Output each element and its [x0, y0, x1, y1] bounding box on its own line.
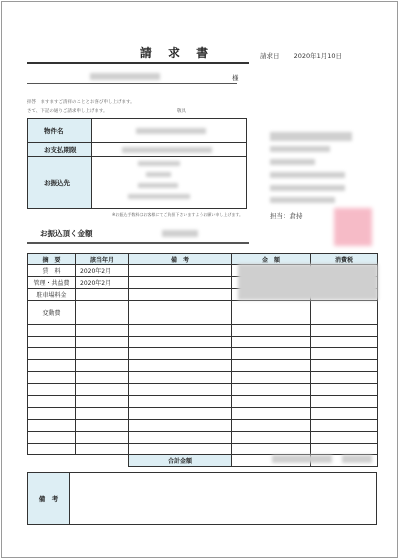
- company-seal: [334, 208, 372, 246]
- table-row: [28, 336, 378, 348]
- sum-amount-redacted: [272, 455, 332, 463]
- table-row: [28, 419, 378, 431]
- issuer-name-redacted: [270, 132, 352, 141]
- sum-tax-redacted: [342, 455, 372, 463]
- total-amount-label: お振込頂く金額: [40, 229, 93, 238]
- row-period: 2020年2月: [76, 265, 129, 277]
- due-date-row: [28, 143, 246, 157]
- property-name-redacted: [136, 128, 206, 134]
- greeting-closing: 敬具: [177, 109, 186, 114]
- total-underline: [27, 242, 249, 244]
- bank-label: お振込先: [28, 157, 92, 208]
- recipient-name-redacted: [90, 73, 160, 80]
- row-remarks: [129, 288, 232, 300]
- remarks-box: [27, 472, 377, 525]
- row-item: 駐車場料金: [28, 288, 76, 300]
- header-amount: 金 額: [232, 254, 311, 265]
- invoice-date: [260, 51, 354, 60]
- title-underline: [27, 62, 249, 64]
- sum-label: 合計金額: [129, 455, 232, 467]
- row-period: [76, 288, 129, 300]
- fee-footnote: ※お振込手数料はお客様にてご負担下さいますようお願い申し上げます。: [112, 212, 244, 217]
- bank-redacted-3: [138, 183, 178, 188]
- row-item: 賃 料: [28, 265, 76, 277]
- amount-values-redacted: [238, 264, 378, 300]
- row-item: 変動費: [28, 300, 76, 324]
- table-row: [28, 324, 378, 336]
- payment-info-table: [27, 118, 247, 209]
- table-row: [28, 407, 378, 419]
- bank-redacted-4: [128, 194, 190, 199]
- issuer-tel-redacted: [270, 172, 345, 178]
- recipient-underline: [27, 83, 237, 84]
- total-amount-redacted: [162, 230, 198, 237]
- issuer-contact-person: 担当：倉持: [270, 212, 303, 220]
- date-label: 請求日: [260, 52, 280, 60]
- header-period: 該当年月: [76, 254, 129, 265]
- issuer-fax-redacted: [270, 185, 345, 191]
- table-row: [28, 300, 378, 324]
- row-period: 2020年2月: [76, 276, 129, 288]
- property-row: [28, 119, 246, 143]
- page-title: 請 求 書: [139, 46, 215, 60]
- row-remarks: [129, 300, 232, 324]
- greeting-line-2: さて、下記の通りご請求申し上げます。: [27, 109, 108, 114]
- table-row: [28, 360, 378, 372]
- header-description: 摘 要: [28, 254, 76, 265]
- header-remarks: 備 考: [129, 254, 232, 265]
- due-date-redacted: [122, 147, 212, 153]
- table-row: [28, 372, 378, 384]
- bank-redacted-1: [138, 161, 180, 166]
- row-remarks: [129, 265, 232, 277]
- table-header-row: [28, 254, 378, 265]
- greeting-line-1: 拝啓 ますますご清祥のこととお喜び申し上げます。: [27, 100, 135, 105]
- issuer-mail-redacted: [270, 197, 335, 203]
- bank-redacted-2: [146, 172, 171, 177]
- row-period: [76, 300, 129, 324]
- date-value: 2020年1月10日: [293, 52, 343, 60]
- table-row: [28, 431, 378, 443]
- invoice-page: [1, 1, 398, 558]
- property-label: 物件名: [28, 119, 92, 142]
- remarks-label: 備 考: [28, 473, 70, 524]
- row-tax: [311, 300, 378, 324]
- row-item: 管理・共益費: [28, 276, 76, 288]
- table-row: [28, 396, 378, 408]
- recipient-honorific: 様: [232, 74, 239, 82]
- header-tax: 消費税: [311, 254, 378, 265]
- row-amount: [232, 300, 311, 324]
- due-date-label: お支払期限: [28, 143, 92, 156]
- row-remarks: [129, 276, 232, 288]
- issuer-address-redacted-1: [270, 146, 330, 152]
- table-row: [28, 443, 378, 455]
- table-row: [28, 384, 378, 396]
- bank-row: [28, 157, 246, 208]
- table-row: [28, 348, 378, 360]
- issuer-address-redacted-2: [270, 159, 315, 165]
